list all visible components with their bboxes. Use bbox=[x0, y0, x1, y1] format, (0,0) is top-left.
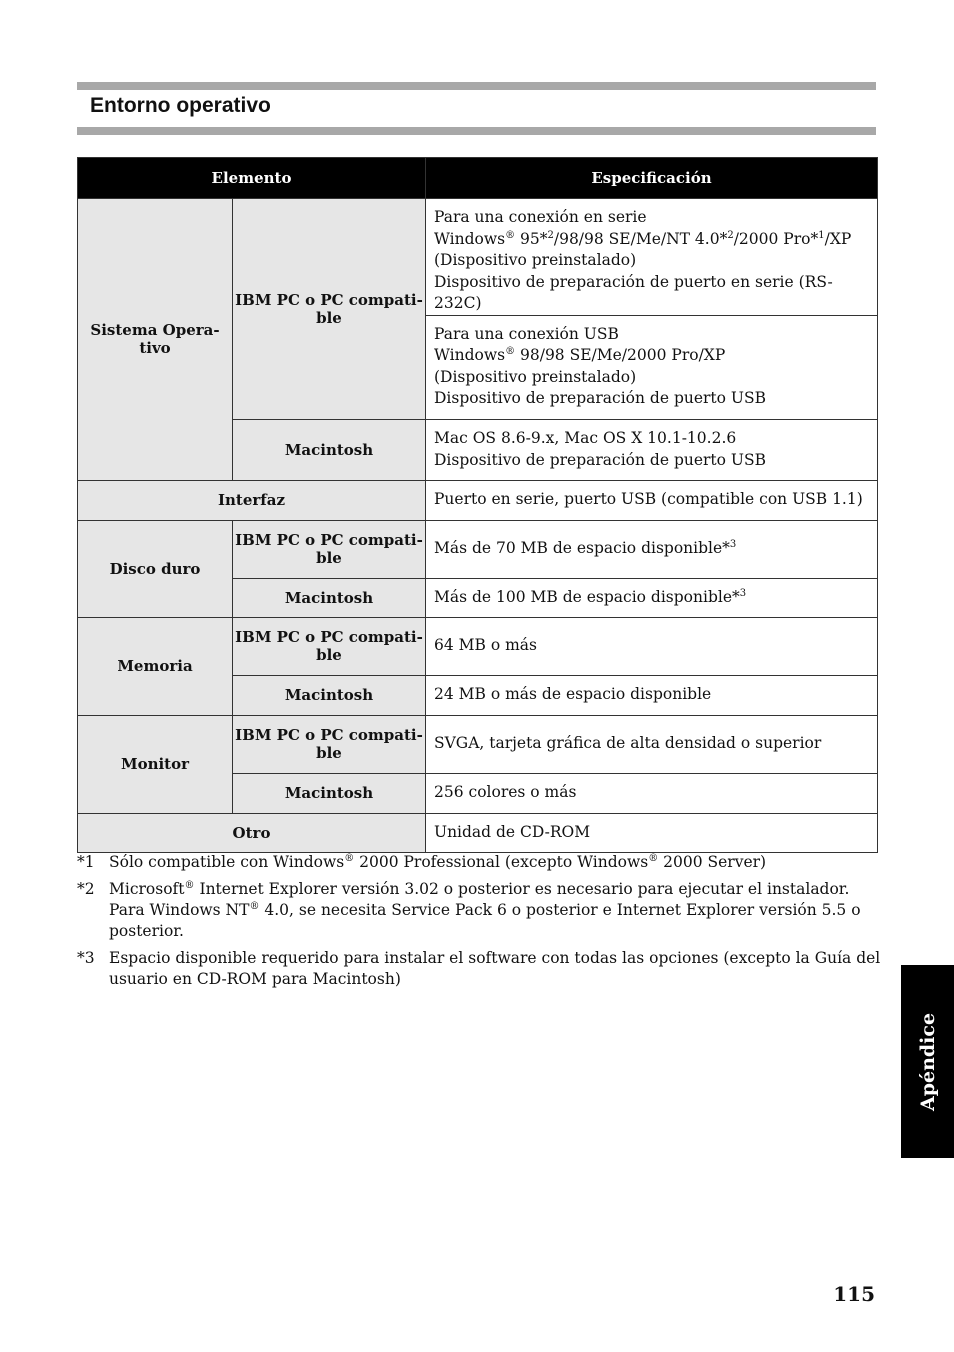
footnote-text: Espacio disponible requerido para instalar el software con todas las opciones (excepto la Guía del usuario en CD-ROM para Macintosh) bbox=[109, 949, 881, 988]
side-tab-label: Apéndice bbox=[916, 1012, 939, 1111]
os-serial-spec bbox=[426, 199, 878, 316]
col-header-spec: Especificación bbox=[426, 158, 878, 199]
table-row bbox=[78, 480, 878, 520]
header-rule-bottom bbox=[77, 127, 876, 135]
spec-line: Windows® 95*$^2$/98/98 SE/Me/NT 4.0*$^2$/2000 Pro*$^1$/XP bbox=[434, 229, 852, 248]
memory-ibm-spec: 64 MB o más bbox=[426, 617, 878, 675]
os-label: Sistema Opera-tivo bbox=[78, 199, 233, 481]
footnote-text: Microsoft® Internet Explorer versión 3.02 o posterior es necesario para ejecutar el instalador. Para Windows NT® 4.0, se necesita Service Pack 6 o posterior e Internet Explorer versión 5.5 o posterior. bbox=[109, 880, 861, 940]
table-header-row bbox=[78, 158, 878, 199]
col-header-element: Elemento bbox=[78, 158, 426, 199]
footnote-1 bbox=[77, 852, 897, 873]
disk-label: Disco duro bbox=[78, 520, 233, 617]
table-row bbox=[78, 715, 878, 773]
table-row bbox=[78, 520, 878, 578]
spec-line: Para una conexión en serie bbox=[434, 208, 647, 226]
memory-mac-spec: 24 MB o más de espacio disponible bbox=[426, 675, 878, 715]
page-title: Entorno operativo bbox=[90, 94, 271, 117]
footnote-text: Sólo compatible con Windows® 2000 Professional (excepto Windows® 2000 Server) bbox=[109, 853, 767, 871]
side-tab bbox=[901, 965, 954, 1158]
spec-line: (Dispositivo preinstalado) bbox=[434, 367, 637, 386]
memory-ibm-label: IBM PC o PC compati-ble bbox=[233, 617, 426, 675]
footnote-mark: *3 bbox=[77, 949, 95, 967]
footnotes bbox=[77, 852, 897, 996]
os-mac-label: Macintosh bbox=[233, 419, 426, 480]
monitor-label: Monitor bbox=[78, 715, 233, 813]
spec-line: Dispositivo de preparación de puerto USB bbox=[434, 389, 766, 407]
footnote-2 bbox=[77, 879, 897, 942]
spec-line: Mac OS 8.6-9.x, Mac OS X 10.1-10.2.6 bbox=[434, 429, 737, 447]
spec-line: Para una conexión USB bbox=[434, 324, 619, 343]
other-label: Otro bbox=[78, 813, 426, 852]
memory-label: Memoria bbox=[78, 617, 233, 715]
disk-mac-label: Macintosh bbox=[233, 578, 426, 617]
spec-line: Dispositivo de preparación de puerto USB bbox=[434, 450, 766, 469]
header-rule-top bbox=[77, 82, 876, 90]
spec-table bbox=[77, 157, 878, 853]
os-mac-spec bbox=[426, 419, 878, 480]
spec-line: Windows® 98/98 SE/Me/2000 Pro/XP bbox=[434, 346, 726, 364]
os-usb-spec bbox=[426, 315, 878, 419]
interface-label: Interfaz bbox=[78, 480, 426, 520]
table-row bbox=[78, 617, 878, 675]
monitor-ibm-label: IBM PC o PC compati-ble bbox=[233, 715, 426, 773]
monitor-mac-label: Macintosh bbox=[233, 773, 426, 813]
disk-ibm-label: IBM PC o PC compati-ble bbox=[233, 520, 426, 578]
spec-line: (Dispositivo preinstalado) bbox=[434, 251, 637, 269]
footnote-mark: *1 bbox=[77, 853, 95, 871]
memory-mac-label: Macintosh bbox=[233, 675, 426, 715]
other-spec: Unidad de CD-ROM bbox=[426, 813, 878, 852]
table-row bbox=[78, 813, 878, 852]
footnote-3 bbox=[77, 948, 897, 990]
interface-spec: Puerto en serie, puerto USB (compatible con USB 1.1) bbox=[426, 480, 878, 520]
monitor-ibm-spec: SVGA, tarjeta gráfica de alta densidad o superior bbox=[426, 715, 878, 773]
spec-line: Dispositivo de preparación de puerto en serie (RS-232C) bbox=[434, 272, 833, 312]
os-ibm-label: IBM PC o PC compati-ble bbox=[233, 199, 426, 420]
monitor-mac-spec: 256 colores o más bbox=[426, 773, 878, 813]
footnote-mark: *2 bbox=[77, 880, 95, 898]
table-row bbox=[78, 199, 878, 316]
disk-ibm-spec: Más de 70 MB de espacio disponible*$^3$ bbox=[426, 520, 878, 578]
page-number: 115 bbox=[833, 1282, 875, 1306]
disk-mac-spec: Más de 100 MB de espacio disponible*$^3$ bbox=[426, 578, 878, 617]
